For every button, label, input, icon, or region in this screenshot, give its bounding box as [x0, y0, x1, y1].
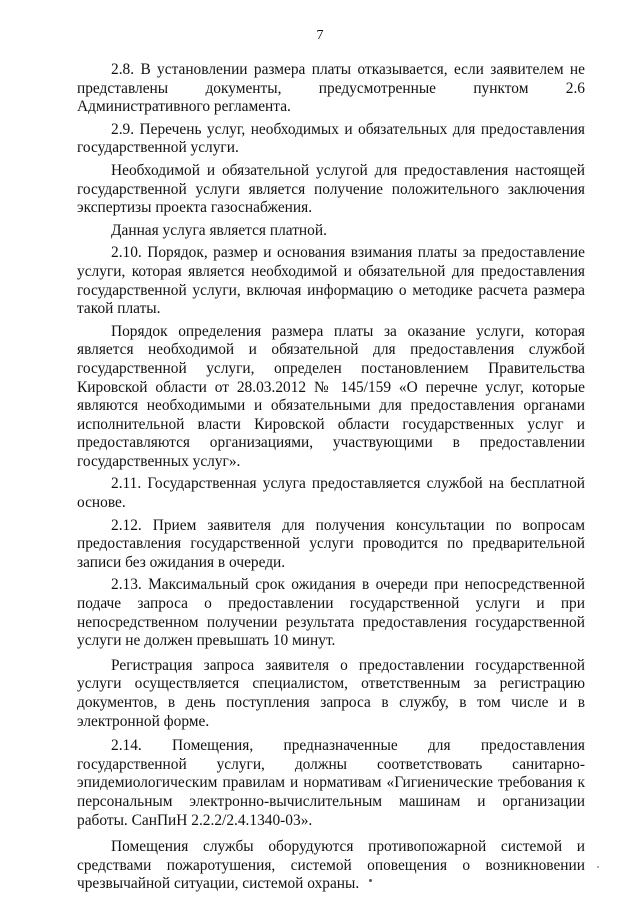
paragraph-premises: Помещения службы оборудуются противопожарной системой и средствами пожаротушения, системой оповещения о возникновении чрезвычайной ситуации, системой охраны. [77, 838, 585, 893]
document-body [77, 61, 585, 894]
paragraph-paid-service: Данная услуга является платной. [111, 221, 327, 239]
paragraph-2-10: 2.10. Порядок, размер и основания взимания платы за предоставление услуги, которая является необходимой и обязательной для предоставления государственной услуги, включая информацию о методике расчета размера такой платы. [77, 244, 585, 318]
scan-speck [369, 879, 372, 882]
paragraph-2-11: 2.11. Государственная услуга предоставляется службой на бесплатной основе. [77, 475, 585, 512]
paragraph-2-12: 2.12. Прием заявителя для получения консультации по вопросам предоставления государственной услуги проводится по предварительной записи без ожидания в очереди. [77, 516, 585, 571]
scan-speck [597, 866, 599, 868]
paragraph-2-9: 2.9. Перечень услуг, необходимых и обязательных для предоставления государственной услуги. [77, 120, 585, 157]
page-number: 7 [316, 28, 324, 43]
paragraph-registration: Регистрация запроса заявителя о предоставлении государственной услуги осуществляется специалистом, ответственным за регистрацию документов, в день поступления запроса в службу, в том числе и в электронной форме. [77, 656, 585, 730]
paragraph-required-service: Необходимой и обязательной услугой для предоставления настоящей государственной услуги является получение положительного заключения экспертизы проекта газоснабжения. [77, 161, 585, 217]
paragraph-2-13: 2.13. Максимальный срок ожидания в очереди при непосредственной подаче запроса о предоставлении государственной услуги и при непосредственном получении результата предоставления государственной услуги не должен превышать 10 минут. [77, 576, 585, 650]
paragraph-2-14: 2.14. Помещения, предназначенные для предоставления государственной услуги, должны соответствовать санитарно-эпидемиологическим правилам и нормативам «Гигиенические требования к персональным электронно-вычислительным машинам и организации работы. СанПиН 2.2.2/2.4.1340-03». [77, 737, 585, 829]
paragraph-fee-procedure: Порядок определения размера платы за оказание услуги, которая является необходимой и обязательной для предоставления службой государственной услуги, определен постановлением Правительства Кировской области от 28.03.2012 № 145/159 «О перечне услуг, которые являются необходимыми и обязательными для предоставления органами исполнительной власти Кировской области государственных услуг и предоставляются организациями, участвующими в предоставлении государственных услуг». [77, 322, 585, 470]
paragraph-2-8: 2.8. В установлении размера платы отказывается, если заявителем не представлены документы, предусмотренные пунктом 2.6 Административного регламента. [77, 61, 585, 116]
